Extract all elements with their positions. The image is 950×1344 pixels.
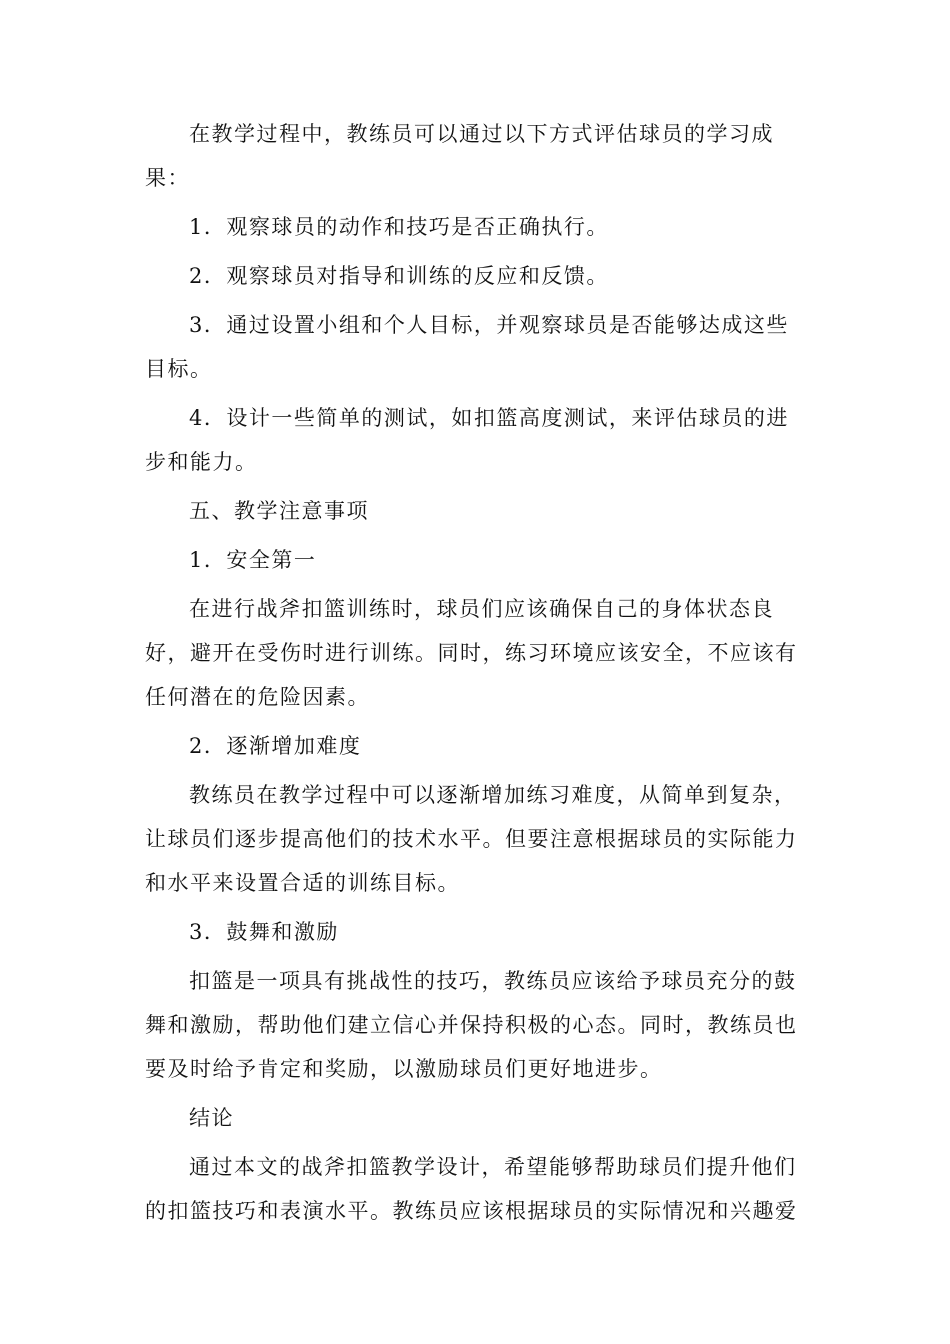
section-heading-notes: 五、教学注意事项 bbox=[189, 499, 369, 523]
list-item-observe-actions: 1．观察球员的动作和技巧是否正确执行。 bbox=[189, 215, 609, 239]
paragraph-safety: 在进行战斧扣篮训练时，球员们应该确保自己的身体状态良好，避开在受伤时进行训练。同时，练习环境应该安全，不应该有任何潜在的危险因素。 bbox=[145, 597, 798, 709]
subheading-difficulty: 2．逐渐增加难度 bbox=[189, 734, 362, 758]
list-item-design-tests: 4．设计一些简单的测试，如扣篮高度测试，来评估球员的进步和能力。 bbox=[145, 406, 789, 474]
list-item-observe-feedback: 2．观察球员对指导和训练的反应和反馈。 bbox=[189, 264, 609, 288]
list-item-set-goals: 3．通过设置小组和个人目标，并观察球员是否能够达成这些目标。 bbox=[145, 313, 789, 381]
paragraph-assessment-intro: 在教学过程中，教练员可以通过以下方式评估球员的学习成果： bbox=[145, 122, 774, 190]
subheading-safety: 1．安全第一 bbox=[189, 548, 317, 572]
section-heading-conclusion: 结论 bbox=[189, 1106, 234, 1130]
paragraph-encouragement: 扣篮是一项具有挑战性的技巧，教练员应该给予球员充分的鼓舞和激励，帮助他们建立信心并保持积极的心态。同时，教练员也要及时给予肯定和奖励，以激励球员们更好地进步。 bbox=[145, 969, 798, 1081]
subheading-encouragement: 3．鼓舞和激励 bbox=[189, 920, 339, 944]
paragraph-difficulty: 教练员在教学过程中可以逐渐增加练习难度，从简单到复杂，让球员们逐步提高他们的技术水平。但要注意根据球员的实际能力和水平来设置合适的训练目标。 bbox=[145, 783, 798, 895]
paragraph-conclusion: 通过本文的战斧扣篮教学设计，希望能够帮助球员们提升他们的扣篮技巧和表演水平。教练员应该根据球员的实际情况和兴趣爱 bbox=[145, 1155, 798, 1223]
